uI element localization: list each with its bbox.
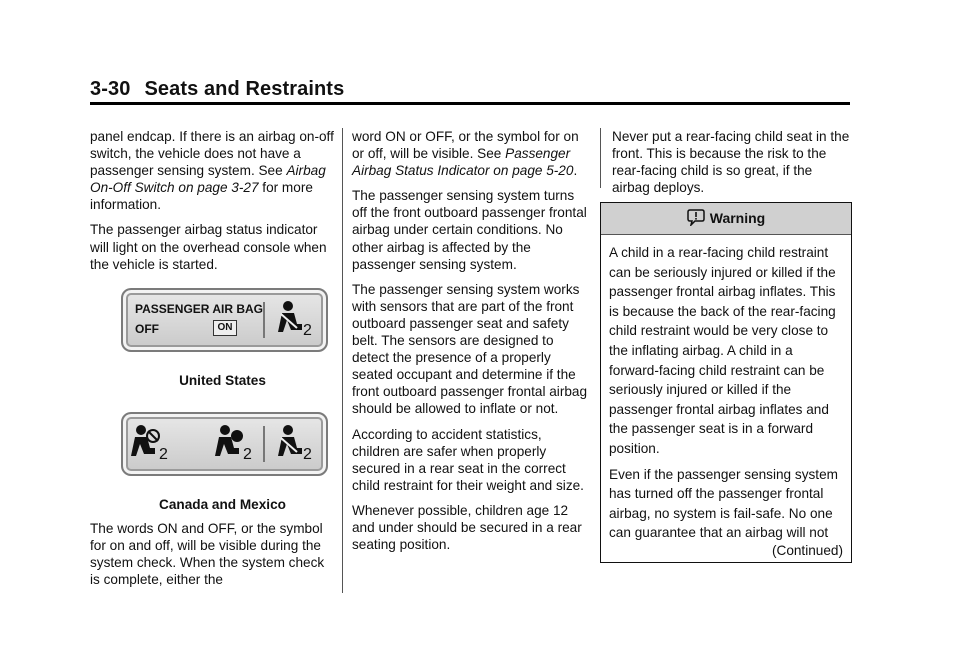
seat-number: 2 <box>303 322 312 339</box>
text: word ON or OFF, or the symbol for on or off, will be visible. See <box>352 129 579 162</box>
seat-number: 2 <box>159 446 168 463</box>
paragraph: According to accident statistics, children are safer when properly secured in a rear seat in the correct child restraint for their weight and size. <box>352 426 584 493</box>
page-header <box>90 78 344 101</box>
column-1 <box>90 128 335 281</box>
column-divider <box>600 128 601 188</box>
column-2 <box>352 128 592 561</box>
airbag-on-icon <box>215 424 245 460</box>
column-3 <box>612 128 852 204</box>
seat-number: 2 <box>243 446 252 463</box>
paragraph: A child in a rear-facing child restraint can be seriously injured or killed if the passenger frontal airbag inflates. This is because the back of the rear-facing child restraint would be very close to the inflating airbag. A child in a forward-facing child restraint can be seriously injured or killed if the passenger frontal airbag inflates and the passenger seat is in a forward position. <box>609 245 836 456</box>
warning-icon <box>687 208 705 226</box>
section-title: Seats and Restraints <box>144 78 345 100</box>
passenger-seatbelt-icon <box>275 300 305 336</box>
airbag-off-icon <box>131 424 161 460</box>
passenger-air-bag-label: PASSENGER AIR BAG <box>135 302 264 316</box>
warning-header <box>601 203 851 235</box>
cross-reference-link[interactable]: Airbag On-Off Switch on page 3-27 <box>90 163 326 196</box>
divider <box>263 426 265 462</box>
warning-title: Warning <box>709 210 766 226</box>
paragraph: The passenger airbag status indicator will light on the overhead console when the vehicle is started. <box>90 222 327 272</box>
column-divider <box>342 128 343 593</box>
passenger-seatbelt-icon <box>275 424 305 460</box>
paragraph: The passenger sensing system works with sensors that are part of the front outboard passenger seat and safety belt. The sensors are designed to detect the presence of a properly seated occupant and determine if the front outboard passenger frontal airbag should be allowed to inflate or not. <box>352 281 588 417</box>
cross-reference-link[interactable]: Passenger Airbag Status Indicator on page 5-20 <box>352 146 574 179</box>
figure-caption-us: United States <box>179 373 266 388</box>
column-1-bottom <box>90 520 335 596</box>
paragraph <box>90 128 335 213</box>
divider <box>263 302 265 338</box>
header-rule <box>90 102 850 105</box>
paragraph: Whenever possible, children age 12 and under should be secured in a rear seating position. <box>352 502 582 553</box>
airbag-indicator-us-figure <box>121 288 328 352</box>
paragraph: The passenger sensing system turns off the front outboard passenger frontal airbag under certain conditions. No other airbag is affected by the passenger sensing system. <box>352 188 587 272</box>
continued-label: (Continued) <box>771 543 843 558</box>
off-label: OFF <box>135 322 159 336</box>
warning-body <box>601 235 851 543</box>
paragraph: The words ON and OFF, or the symbol for on and off, will be visible during the system check. When the system check is complete, either the <box>90 521 325 588</box>
page-number: 3-30 <box>90 78 131 100</box>
paragraph: Never put a rear-facing child seat in the front. This is because the risk to the rear-facing child is so great, if the airbag deploys. <box>612 129 850 196</box>
text: for more information. <box>90 180 313 213</box>
warning-box <box>600 202 852 563</box>
text: . <box>573 163 578 179</box>
paragraph <box>352 128 592 179</box>
on-label: ON <box>213 320 237 336</box>
paragraph: Even if the passenger sensing system has turned off the passenger frontal airbag, no system is fail-safe. No one can guarantee that an airbag will not <box>609 466 838 541</box>
figure-caption-ca: Canada and Mexico <box>159 497 286 512</box>
text: panel endcap. If there is an airbag on-off switch, the vehicle does not have a passenger sensing system. See <box>90 129 334 179</box>
airbag-indicator-ca-figure <box>121 412 328 476</box>
seat-number: 2 <box>303 446 312 463</box>
